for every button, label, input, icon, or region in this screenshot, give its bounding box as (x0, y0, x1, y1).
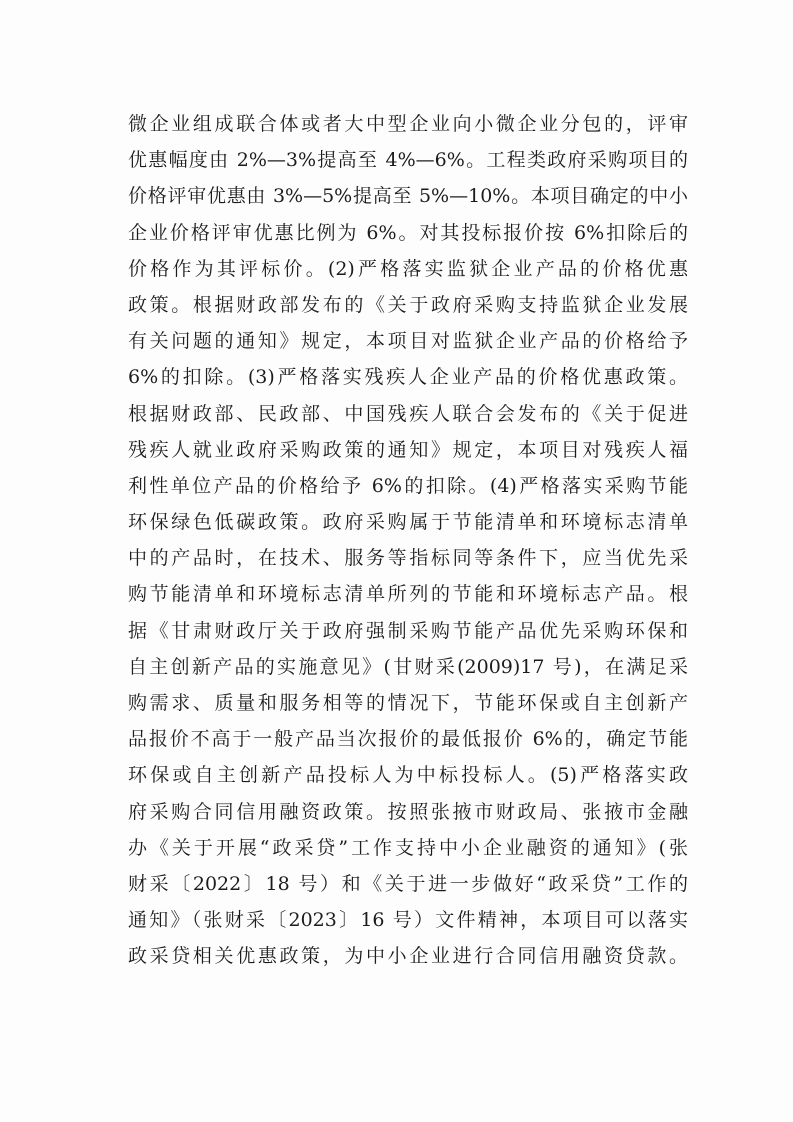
text-line: 有关问题的通知》规定，本项目对监狱企业产品的价格给予 (128, 330, 688, 353)
text-line: 自主创新产品的实施意见》(甘财采(2009)17 号)，在满足采 (128, 655, 688, 678)
text-line: 中的产品时，在技术、服务等指标同等条件下，应当优先采 (128, 547, 688, 570)
text-line: 据《甘肃财政厅关于政府强制采购节能产品优先采购环保和 (128, 619, 688, 642)
text-line: 6%的扣除。(3)严格落实残疾人企业产品的价格优惠政策。 (128, 366, 688, 389)
text-line: 微企业组成联合体或者大中型企业向小微企业分包的，评审 (128, 113, 688, 135)
text-line: 残疾人就业政府采购政策的通知》规定，本项目对残疾人福 (128, 438, 688, 461)
text-line: 价格评审优惠由 3%—5%提高至 5%—10%。本项目确定的中小 (128, 185, 688, 208)
text-line: 购节能清单和环境标志清单所列的节能和环境标志产品。根 (128, 583, 688, 606)
text-line: 优惠幅度由 2%—3%提高至 4%—6%。工程类政府采购项目的 (128, 149, 688, 172)
text-line: 财采〔2022〕18 号）和《关于进一步做好“政采贷”工作的 (128, 872, 688, 895)
text-line: 环保或自主创新产品投标人为中标投标人。(5)严格落实政 (128, 764, 688, 787)
text-line: 利性单位产品的价格给予 6%的扣除。(4)严格落实采购节能 (128, 474, 688, 497)
text-line: 环保绿色低碳政策。政府采购属于节能清单和环境标志清单 (128, 511, 688, 534)
text-line: 府采购合同信用融资政策。按照张掖市财政局、张掖市金融 (128, 800, 688, 823)
text-line: 价格作为其评标价。(2)严格落实监狱企业产品的价格优惠 (128, 257, 688, 280)
text-line: 办《关于开展“政采贷”工作支持中小企业融资的通知》(张 (128, 836, 688, 859)
text-line: 政采贷相关优惠政策，为中小企业进行合同信用融资贷款。 (128, 945, 688, 968)
text-line: 企业价格评审优惠比例为 6%。对其投标报价按 6%扣除后的 (128, 221, 688, 244)
body-text (128, 106, 688, 975)
text-line: 品报价不高于一般产品当次报价的最低报价 6%的，确定节能 (128, 728, 688, 751)
text-line: 政策。根据财政部发布的《关于政府采购支持监狱企业发展 (128, 293, 688, 316)
text-line: 通知》（张财采〔2023〕16 号）文件精神，本项目可以落实 (128, 909, 688, 932)
text-line: 根据财政部、民政部、中国残疾人联合会发布的《关于促进 (128, 402, 688, 425)
text-line: 购需求、质量和服务相等的情况下，节能环保或自主创新产 (128, 692, 688, 714)
